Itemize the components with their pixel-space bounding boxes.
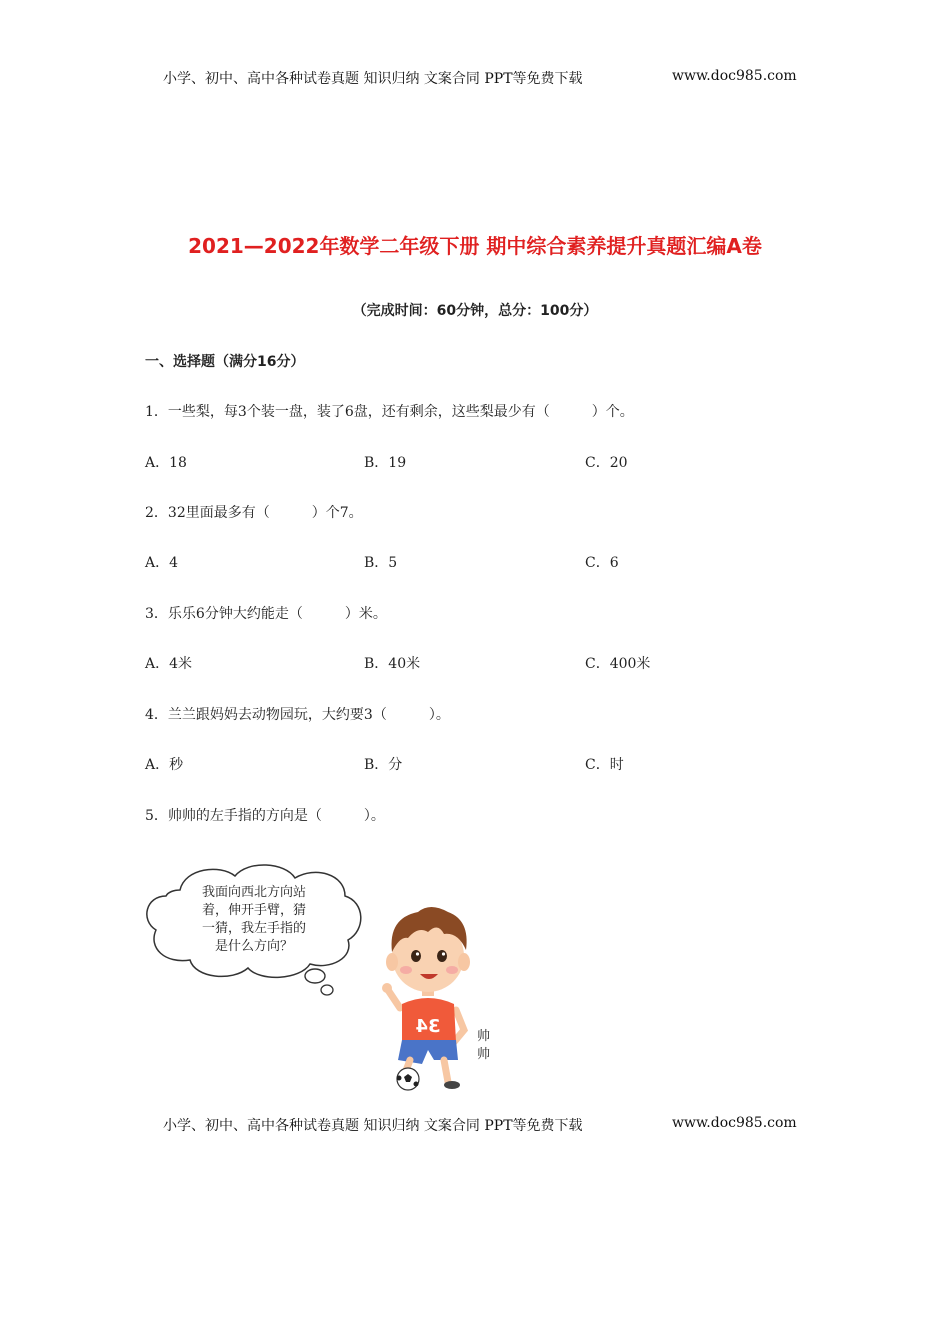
boy-illustration (378, 892, 478, 1092)
bubble-line-1: 我面向西北方向站 (201, 885, 306, 900)
q3-option-c: C．400米 (585, 656, 651, 672)
q1-option-a: A．18 (145, 455, 187, 471)
q4-option-a: A．秒 (145, 757, 184, 773)
q1-option-b: B．19 (364, 455, 407, 471)
q2-option-b: B．5 (364, 555, 398, 571)
bubble-line-3: 一猜，我左手指的 (201, 921, 306, 936)
header-url[interactable]: www.doc985.com (672, 68, 797, 84)
page-subtitle: （完成时间：60分钟，总分：100分） (352, 303, 598, 319)
page-title: 2021—2022年数学二年级下册 期中综合素养提升真题汇编A卷 (188, 234, 762, 258)
q4-option-b: B．分 (364, 757, 403, 773)
name-label: 帅帅 (477, 1029, 491, 1062)
q4-option-c: C．时 (585, 757, 624, 773)
q3-option-a: A．4米 (145, 656, 193, 672)
section-heading: 一、选择题（满分16分） (145, 354, 305, 370)
q2-option-a: A．4 (145, 555, 179, 571)
bubble-line-2: 着，伸开手臂，猜 (201, 903, 306, 918)
q1-option-c: C．20 (585, 455, 628, 471)
bubble-line-4: 是什么方向？ (214, 939, 293, 954)
shirt-number: 34 (415, 1016, 441, 1037)
bubble-text (188, 884, 320, 956)
question-5: 5．帅帅的左手指的方向是（ ）。 (145, 808, 385, 824)
question-2: 2．32里面最多有（ ）个7。 (145, 505, 363, 521)
header-text: 小学、初中、高中各种试卷真题 知识归纳 文案合同 PPT等免费下载 (163, 71, 583, 87)
footer-text: 小学、初中、高中各种试卷真题 知识归纳 文案合同 PPT等免费下载 (163, 1118, 583, 1134)
question-1: 1．一些梨，每3个装一盘，装了6盘，还有剩余，这些梨最少有（ ）个。 (145, 404, 634, 420)
q3-option-b: B．40米 (364, 656, 421, 672)
footer-url[interactable]: www.doc985.com (672, 1115, 797, 1131)
question-3: 3．乐乐6分钟大约能走（ ）米。 (145, 606, 387, 622)
question-4: 4．兰兰跟妈妈去动物园玩，大约要3（ ）。 (145, 707, 450, 723)
q2-option-c: C．6 (585, 555, 619, 571)
